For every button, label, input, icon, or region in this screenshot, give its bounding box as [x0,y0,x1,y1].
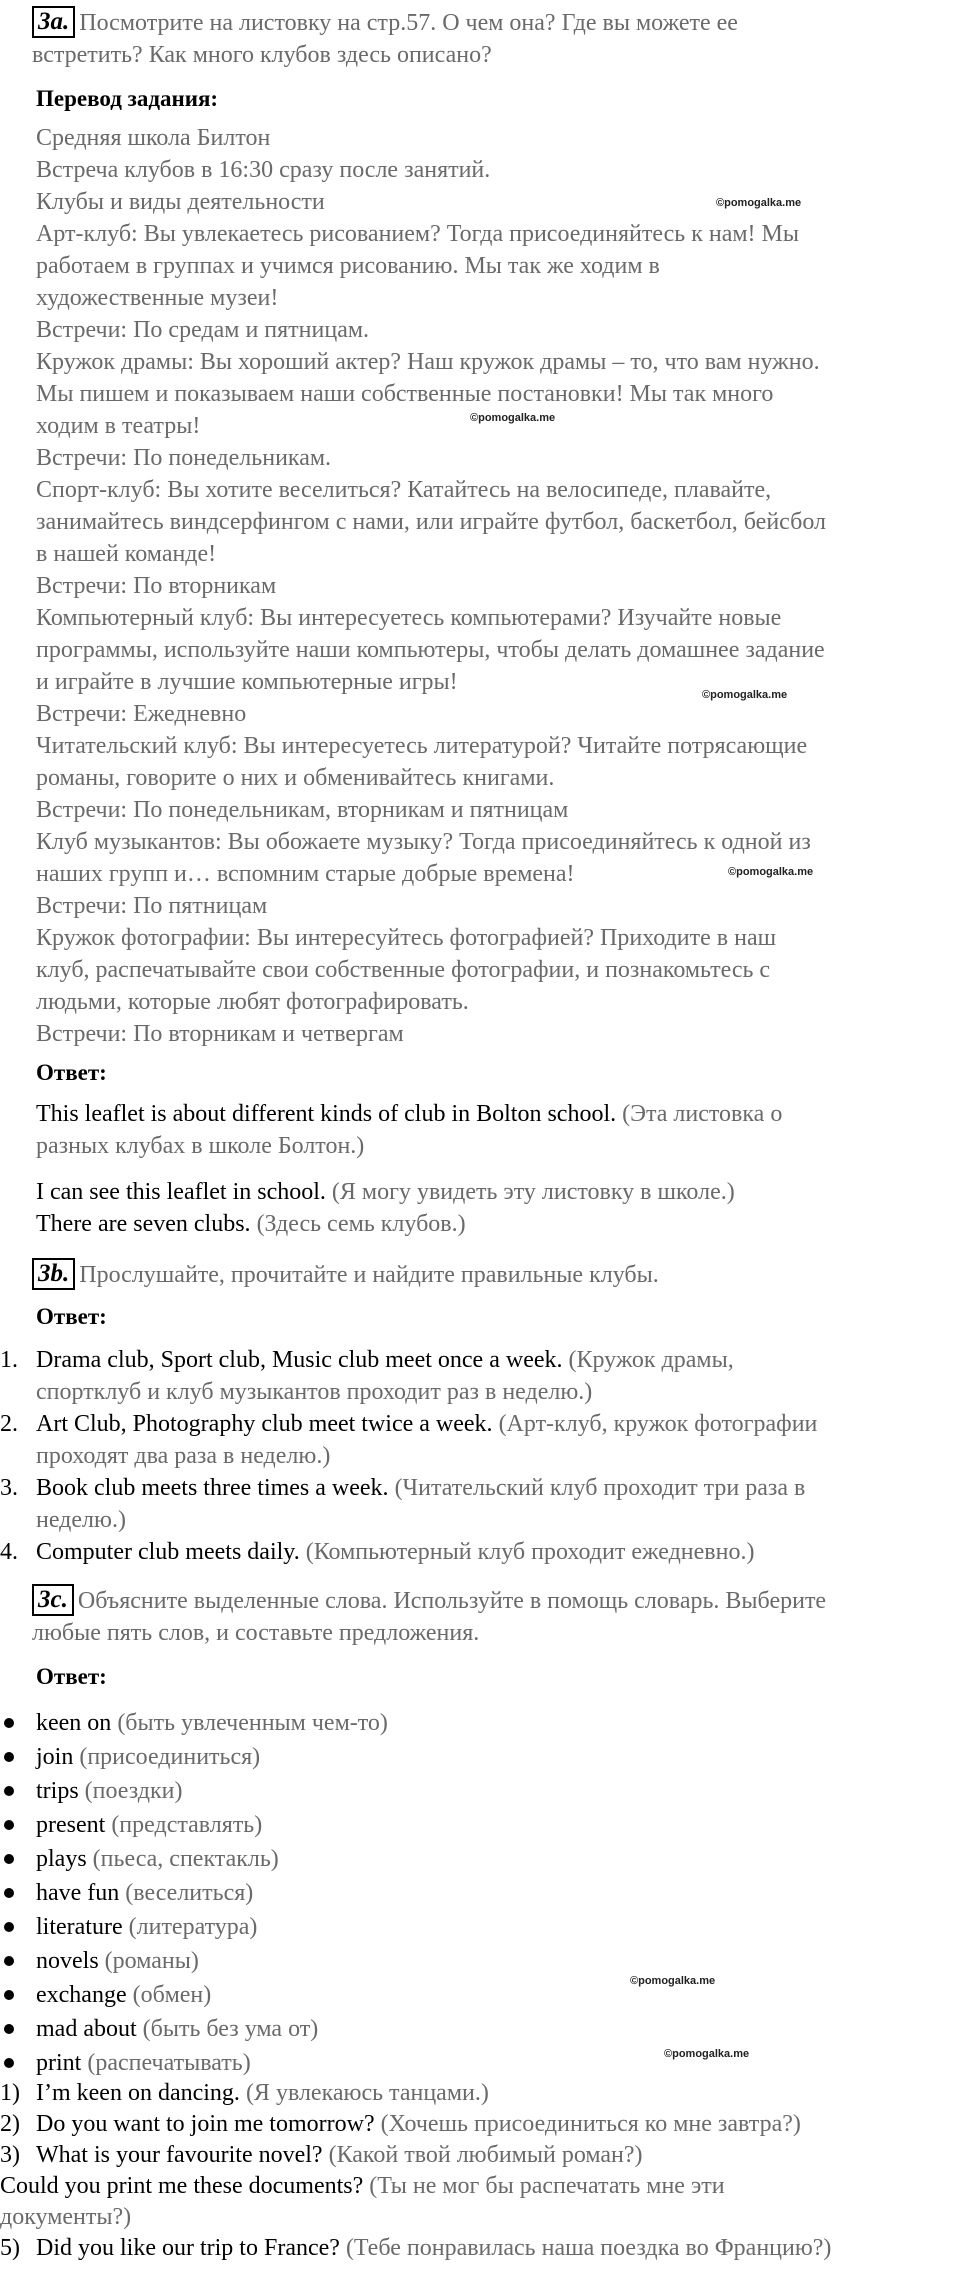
leaflet-line: Встречи: По понедельникам, вторникам и пятницам [36,797,569,823]
task-3c [32,1584,826,1649]
item-ru: (Кружок драмы, [568,1347,734,1373]
item-en: Book club meets three times a week. [36,1475,389,1501]
sentence-number: 2) [0,2111,20,2137]
list-item [0,1344,960,1408]
task-3a-line1: Посмотрите на листовку на стр.57. О чем она? Где вы можете ее [79,10,738,36]
leaflet-line: Встречи: По средам и пятницам. [36,317,370,343]
sentence-number: 3) [0,2142,20,2168]
answer-3a-p3-ru: (Здесь семь клубов.) [256,1211,466,1237]
watermark: ©pomogalka.me [630,1975,716,1987]
answer-3a-p2-ru: (Я могу увидеть эту листовку в школе.) [331,1179,735,1205]
sentence-item: 2) Do you want to join me tomorrow? (Хочешь присоединиться ко мне завтра?) [0,2109,960,2140]
task-3a-tag: 3a. [32,6,75,38]
watermark: ©pomogalka.me [716,197,802,209]
bullet-icon [4,1820,14,1830]
list-number: 2. [0,1411,18,1437]
bullet-icon [4,1922,14,1932]
bullet-icon [4,1990,14,2000]
leaflet-line: Встречи: Ежедневно [36,701,247,727]
bullet-icon [4,1854,14,1864]
answer-3a-p3-en: There are seven clubs. [36,1211,251,1237]
answer-heading-3b: Ответ: [36,1304,107,1329]
answer-3a-p1-en: This leaflet is about different kinds of club in Bolton school. [36,1101,617,1127]
list-item [0,1408,960,1472]
item-ru-cont: спортклуб и клуб музыкантов проходит раз в неделю.) [36,1379,593,1405]
leaflet-line: программы, используйте наши компьютеры, чтобы делать домашнее задание [36,637,825,663]
sentence-item: Could you print me these documents? (Ты не мог бы распечатать мне эти документы?) [0,2173,725,2230]
translation-heading: Перевод задания: [36,86,219,111]
leaflet-line: людьми, которые любят фотографировать. [36,989,469,1015]
watermark: ©pomogalka.me [664,2048,750,2060]
leaflet-line: Клуб музыкантов: Вы обожаете музыку? Тогда присоединяйтесь к одной из [36,829,811,855]
item-en: Drama club, Sport club, Music club meet once a week. [36,1347,563,1373]
sentence-number: 5) [0,2235,20,2261]
leaflet-line: Встреча клубов в 16:30 сразу после занятий. [36,157,491,183]
bullet-icon [4,1752,14,1762]
leaflet-line: в нашей команде! [36,541,217,567]
bullet-icon [4,2024,14,2034]
document-page: 3a. Посмотрите на листовку на стр.57. О чем она? Где вы можете ее встретить? Как много клубов здесь описано? Перевод задания: Средняя школа Билтон Встреча клубов в 16:30 сразу после занятий. Клубы и виды деятельности Арт-клуб: Вы увлекаетесь рисованием? Тогда присоединяйтесь к нам! Мы работаем в группах и учимся рисованию. Мы так же ходим в художественные музеи! Встречи: По средам и пятницам. Кружок драмы: Вы хороший актер? Наш кружок драмы – то, что вам нужно. Мы пишем и показываем наши собственные постановки! Мы так много ходим в театры! Встречи: По понедельникам. Спорт-клуб: Вы хотите веселиться? Катайтесь на велосипеде, плавайте, занимайтесь виндсерфингом с нами, или играйте футбол, баскетбол, бейсбол в нашей команде! Встречи: По вторникам Компьютерный клуб: Вы интересуетесь компьютерами? Изучайте новые программы, используйте наши компьютеры, чтобы делать домашнее задание и играйте в лучшие компьютерные игры! Встречи: Ежедневно Читательский клуб: Вы интересуетесь литературой? Читайте потрясающие романы, говорите о них и обменивайтесь книгами. Встречи: По понедельникам, вторникам и пятницам Клуб музыкантов: Вы обожаете музыку? Тогда присоединяйтесь к одной из наших групп и… вспомним старые добрые времена! Встречи: По пятницам Кружок фотографии: Вы интересуйтесь фотографией? Приходите в наш клуб, распечатывайте свои собственные фотографии, и познакомьтесь с людьми, которые любят фотографировать. Встречи: По вторникам и четвергам Ответ: This leaflet is about different kinds of club in Bolton school. (Эта листовка о разных клубах в школе Болтон.) I can see this leaflet in school. (Я могу увидеть эту листовку в школе.) There are seven clubs. (Здесь семь клубов.) 3b. Прослушайте, прочитайте и найдите правильные клубы. Ответ: 1. Drama club, Sport club, Music club meet once a week. (Кружок драмы, спортклуб и клуб музыкантов проходит раз в неделю.) 2. Art Club, Photography club meet twice a week. (Арт-клуб, кружок фотографии проходят два раза в неделю.) 3. Book club meets three times a week. (Читательский клуб проходит три раза в неделю.) 4. Computer club meets daily. (Компьютерный клуб проходит ежедневно.) 3c. Объясните выделенные слова. Используйте в помощь словарь. Выберите любые пять слов, и составьте предложения. Ответ: keen on (быть увлеченным чем-то) join (присоединиться) trips (поездки) present (представлять) plays (пьеса, спектакль) have fun (веселиться) literature (литература) novels (романы) exchange (обмен) mad about (быть без ума от) print (распечатывать) 1) I’m keen on dancing. (Я увлекаюсь танцами.) 2) Do you want to join me tomorrow? (Хочешь присоединиться ко мне завтра?) 3) What is your favourite novel? (Какой твой любимый роман?) Could you print me these documents? (Ты не мог бы распечатать мне эти документы?) 5) Did you like our trip to France? (Тебе понравилась наша поездка во Францию?) ©pomogalka.me ©pomogalka.me ©pomogalka.me ©pomogalka.me ©pomogalka.me ©pomogalka.me [0,0,960,2270]
watermark: ©pomogalka.me [728,866,814,878]
leaflet-translation [36,122,936,1050]
leaflet-line: Читательский клуб: Вы интересуетесь литературой? Читайте потрясающие [36,733,808,759]
watermark: ©pomogalka.me [470,412,556,424]
leaflet-line: Спорт-клуб: Вы хотите веселиться? Катайтесь на велосипеде, плавайте, [36,477,772,503]
answer-3a-p1-ru-b: разных клубах в школе Болтон.) [36,1133,365,1159]
answer-3a-p2 [36,1176,936,1240]
item-en: Computer club meets daily. [36,1539,300,1565]
item-en: Art Club, Photography club meet twice a week. [36,1411,493,1437]
leaflet-line: художественные музеи! [36,285,279,311]
item-ru-cont: проходят два раза в неделю.) [36,1443,331,1469]
list-number: 1. [0,1347,18,1373]
leaflet-line: клуб, распечатывайте свои собственные фотографии, и познакомьтесь с [36,957,771,983]
item-ru: (Компьютерный клуб проходит ежедневно.) [305,1539,755,1565]
leaflet-line: и играйте в лучшие компьютерные игры! [36,669,458,695]
leaflet-line: Встречи: По пятницам [36,893,268,919]
leaflet-line: Арт-клуб: Вы увлекаетесь рисованием? Тогда присоединяйтесь к нам! Мы [36,221,800,247]
task-3c-line2: любые пять слов, и составьте предложения. [32,1620,480,1646]
leaflet-line: ходим в театры! [36,413,201,439]
bullet-icon [4,1718,14,1728]
bullet-icon [4,1786,14,1796]
list-item [0,1536,960,1568]
item-ru: (Арт-клуб, кружок фотографии [498,1411,818,1437]
task-3a [32,6,738,71]
bullet-icon [4,1888,14,1898]
bullet-icon [4,1956,14,1966]
item-ru: (Читательский клуб проходит три раза в [394,1475,806,1501]
leaflet-line: занимайтесь виндсерфингом с нами, или играйте футбол, баскетбол, бейсбол [36,509,826,535]
answer-3a-p2-en: I can see this leaflet in school. [36,1179,326,1205]
task-3a-line2: встретить? Как много клубов здесь описано? [32,42,492,68]
leaflet-line: работаем в группах и учимся рисованию. Мы так же ходим в [36,253,660,279]
leaflet-line: Клубы и виды деятельности [36,189,325,215]
answer-3a-p1-ru-a: (Эта листовка о [622,1101,783,1127]
leaflet-line: наших групп и… вспомним старые добрые времена! [36,861,575,887]
list-number: 3. [0,1475,18,1501]
bullet-icon [4,2058,14,2068]
leaflet-line: Встречи: По вторникам и четвергам [36,1021,404,1047]
list-item [0,1472,960,1536]
watermark: ©pomogalka.me [702,689,788,701]
sentence-item: 5) Did you like our trip to France? (Тебе понравилась наша поездка во Францию?) [0,2233,960,2264]
answer-heading-3a: Ответ: [36,1060,107,1085]
leaflet-line: Компьютерный клуб: Вы интересуетесь компьютерами? Изучайте новые [36,605,782,631]
task-3b [32,1258,659,1291]
leaflet-line: Средняя школа Билтон [36,125,271,151]
leaflet-line: Кружок фотографии: Вы интересуйтесь фотографией? Приходите в наш [36,925,777,951]
leaflet-line: Мы пишем и показываем наши собственные постановки! Мы так много [36,381,774,407]
item-ru-cont: неделю.) [36,1507,126,1533]
task-3b-text: Прослушайте, прочитайте и найдите правильные клубы. [79,1262,659,1288]
sentence-item: 1) I’m keen on dancing. (Я увлекаюсь танцами.) [0,2078,960,2109]
task-3c-line1: Объясните выделенные слова. Используйте в помощь словарь. Выберите [77,1588,827,1614]
task-3b-tag: 3b. [32,1258,75,1290]
sentence-number: 1) [0,2080,20,2106]
task-3c-tag: 3c. [32,1584,74,1616]
leaflet-line: романы, говорите о них и обменивайтесь книгами. [36,765,555,791]
sentence-item: 3) What is your favourite novel? (Какой твой любимый роман?) [0,2140,960,2171]
answer-heading-3c: Ответ: [36,1664,107,1689]
leaflet-line: Встречи: По вторникам [36,573,277,599]
list-number: 4. [0,1539,18,1565]
answer-3a-p1 [36,1098,936,1162]
leaflet-line: Кружок драмы: Вы хороший актер? Наш кружок драмы – то, что вам нужно. [36,349,820,375]
leaflet-line: Встречи: По понедельникам. [36,445,332,471]
